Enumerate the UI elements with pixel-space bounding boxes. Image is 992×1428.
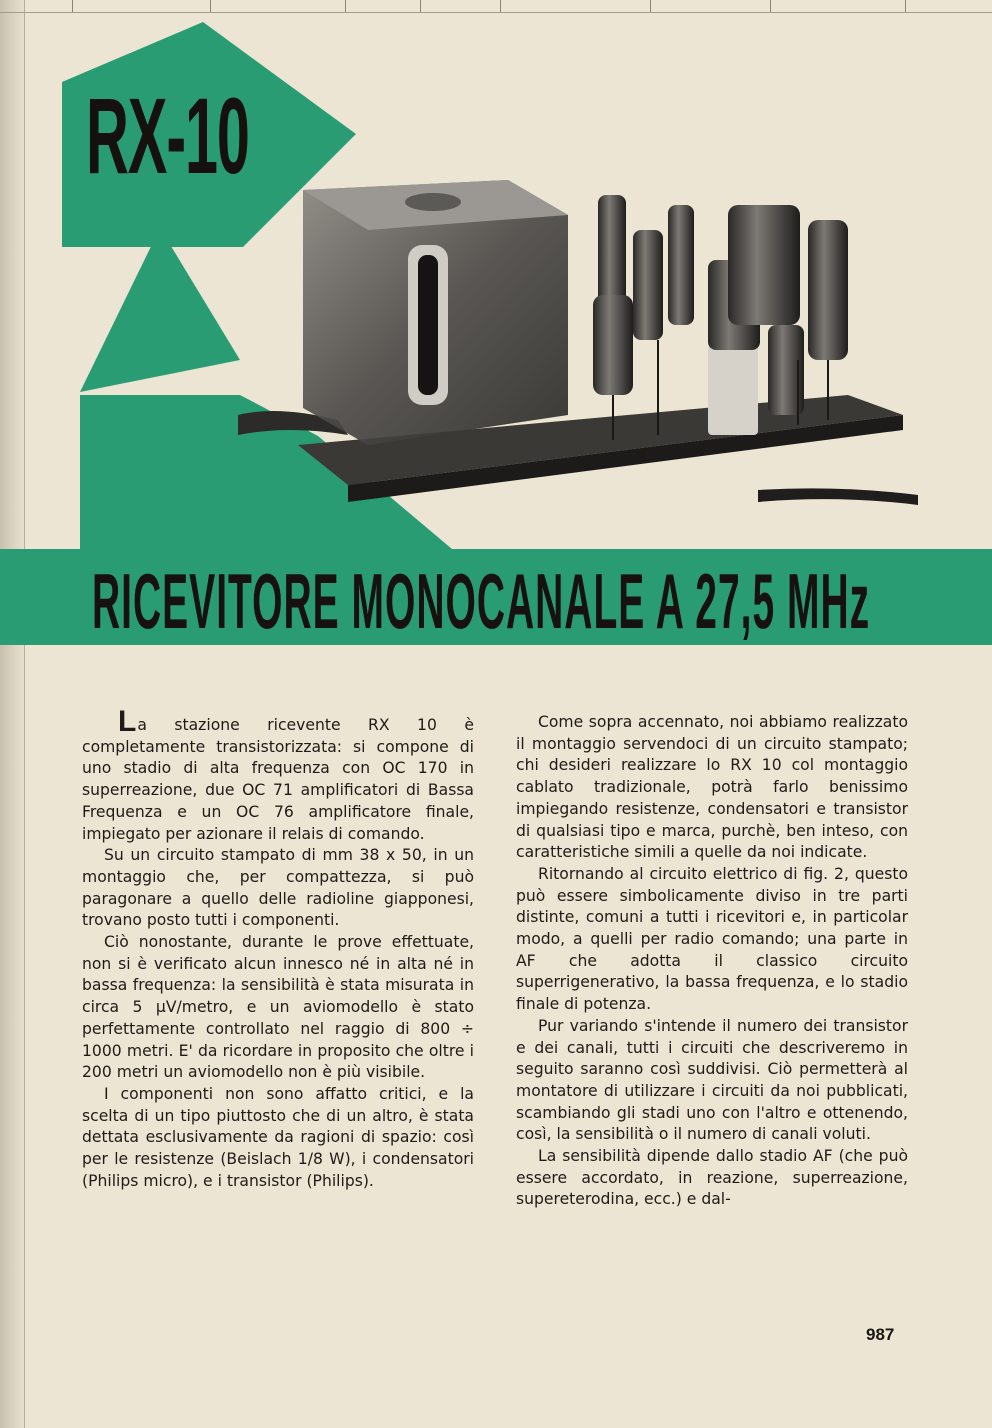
left-text-column [82, 705, 474, 1192]
paragraph: Come sopra accennato, noi abbiamo realizzato il montaggio servendoci di un circuito stampato; chi desideri realizzare lo RX 10 col montaggio cablato tradizionale, potrà farlo benissimo impiegando resistenze, condensatori e transistor di qualsiasi tipo e marca, purchè, ben inteso, con caratteristiche simili a quelle da noi indicate. [516, 713, 908, 862]
green-triangle-shape [80, 228, 240, 392]
paragraph: Pur variando s'intende il numero dei transistor e dei canali, tutti i circuiti che descriveremo in seguito saranno così suddivisi. Ciò permetterà al montatore di utilizzare i circuiti da noi pubblicati, scambiando gli stadi uno con l'altro e ottenendo, così, la sensibilità o il numero di canali voluti. [516, 1016, 908, 1144]
logo-title: RX-10 [86, 75, 249, 196]
paragraph [82, 705, 474, 845]
paragraph-text: a stazione ricevente RX 10 è completamente transistorizzata: si compone di uno stadio di alta frequenza con OC 170 in superreazione, due OC 71 amplificatori di Bassa Frequenza e un OC 76 amplificatore finale, impiegato per azionare il relais di comando. [82, 716, 474, 843]
page-number: 987 [866, 1325, 895, 1344]
paragraph: Ciò nonostante, durante le prove effettuate, non si è verificato alcun innesco né in alta né in bassa frequenza: la sensibilità è stata misurata in circa 5 μV/metro, e un aviomodello è stato perfettamente controllato nel raggio di 800 ÷ 1000 metri. E' da ricordare in proposito che oltre i 200 metri un aviomodello non è più visibile. [82, 933, 474, 1082]
paragraph: Su un circuito stampato di mm 38 x 50, in un montaggio che, per compattezza, si può paragonare a quello delle radioline giapponesi, trovano posto tutti i componenti. [82, 846, 474, 930]
receiver-board-photo [238, 150, 918, 525]
paragraph: Ritornando al circuito elettrico di fig. 2, questo può essere simbolicamente diviso in tre parti distinte, comuni a tutti i ricevitori e, in particolar modo, a quelli per radio comando; una parte in AF che adotta il classico circuito superrigenerativo, la bassa frequenza, e lo stadio finale di potenza. [516, 864, 908, 1014]
paragraph: La sensibilità dipende dallo stadio AF (che può essere accordato, in reazione, superreazione, supereterodina, ecc.) e dal- [516, 1147, 908, 1209]
drop-cap: L [118, 705, 137, 738]
paragraph: I componenti non sono affatto critici, e la scelta di un tipo piuttosto che di un altro, è stata dettata esclusivamente da ragioni di spazio: così per le resistenze (Beislach 1/8 W), i condensatori (Philips micro), e i transistor (Philips). [82, 1084, 474, 1190]
headline: RICEVITORE MONOCANALE A 27,5 MHz [92, 557, 871, 645]
right-text-column [516, 712, 908, 1211]
